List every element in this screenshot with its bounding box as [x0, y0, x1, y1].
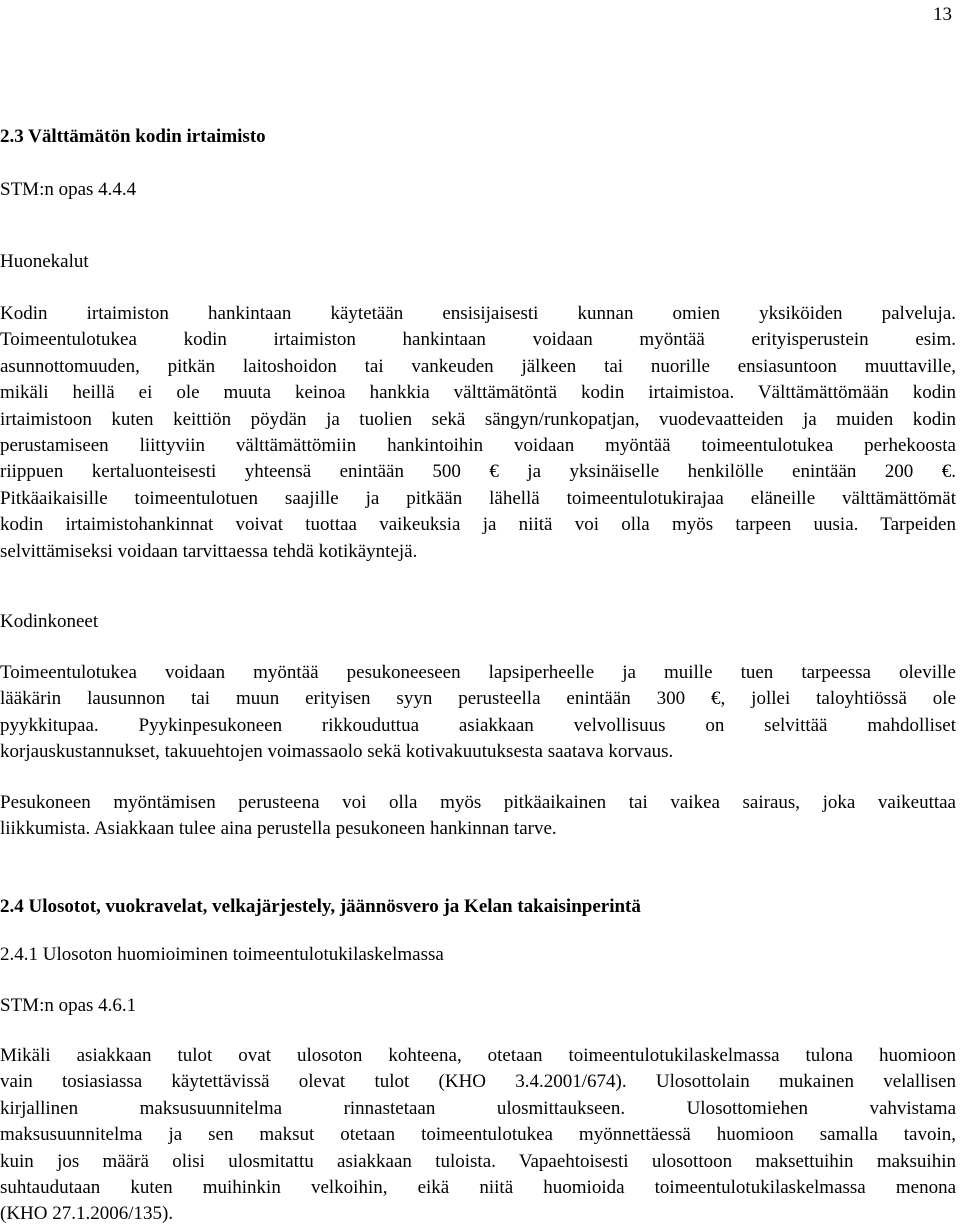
text-line: korjauskustannukset, takuuehtojen voimassaolo sekä kotivakuutuksesta saatava korvaus.	[0, 741, 674, 763]
paragraph-enforcement	[0, 1043, 956, 1228]
text-line: riippuen kertaluonteisesti yhteensä enintään 500 € ja yksinäiselle henkilölle enintään 200 €.	[0, 461, 956, 483]
text-line: Pesukoneen myöntämisen perusteena voi olla myös pitkäaikainen tai vaikea sairaus, joka vaikeuttaa	[0, 792, 956, 813]
text-line: (KHO 27.1.2006/135).	[0, 1203, 174, 1225]
text-line: lääkärin lausunnon tai muun erityisen syyn perusteella enintään 300 €, jollei taloyhtiössä ole	[0, 688, 956, 710]
text-line: Pitkäaikaisille toimeentulotuen saajille ja pitkään lähellä toimeentulotukirajaa eläneille välttämättömät	[0, 487, 956, 509]
text-line: Toimeentulotukea voidaan myöntää pesukoneeseen lapsiperheelle ja muille tuen tarpeessa oleville	[0, 662, 956, 683]
paragraph-appliances-1	[0, 660, 956, 766]
section-heading-2-3: 2.3 Välttämätön kodin irtaimisto	[0, 126, 266, 147]
section-heading-2-4: 2.4 Ulosotot, vuokravelat, velkajärjestely, jäännösvero ja Kelan takaisinperintä	[0, 896, 641, 917]
text-line: maksusuunnitelma ja sen maksut otetaan toimeentulotukea myönnettäessä huomioon samalla tavoin,	[0, 1124, 956, 1146]
text-line: asunnottomuuden, pitkän laitoshoidon tai vankeuden jälkeen tai nuorille ensiasuntoon muuttaville,	[0, 355, 956, 377]
text-line: Toimeentulotukea kodin irtaimiston hankintaan voidaan myöntää erityisperustein esim.	[0, 329, 956, 351]
text-line: Kodin irtaimiston hankintaan käytetään ensisijaisesti kunnan omien yksiköiden palveluja.	[0, 303, 956, 324]
text-line: perustamiseen liittyviin välttämättömiin hankintoihin voidaan myöntää toimeentulotukea perhekoosta	[0, 435, 956, 457]
text-line: selvittämiseksi voidaan tarvittaessa tehdä kotikäyntejä.	[0, 540, 418, 562]
text-line: liikkumista. Asiakkaan tulee aina perustella pesukoneen hankinnan tarve.	[0, 818, 557, 840]
paragraph-appliances-2	[0, 790, 956, 843]
text-line: kuin jos määrä olisi ulosmitattu asiakkaan tuloista. Vapaehtoisesti ulosottoon maksettuihin maksuihin	[0, 1150, 956, 1172]
text-line: vain tosiasiassa käytettävissä olevat tulot (KHO 3.4.2001/674). Ulosottolain mukainen velallisen	[0, 1071, 956, 1093]
reference-stm-4-4-4: STM:n opas 4.4.4	[0, 179, 137, 200]
text-line: kirjallinen maksusuunnitelma rinnastetaan ulosmittaukseen. Ulosottomiehen vahvistama	[0, 1097, 956, 1119]
text-line: suhtaudutaan kuten muihinkin velkoihin, eikä niitä huomioida toimeentulotukilaskelmassa menona	[0, 1177, 956, 1199]
text-line: pyykkitupaa. Pyykinpesukoneen rikkouduttua asiakkaan velvollisuus on selvittää mahdolliset	[0, 714, 956, 736]
reference-stm-4-6-1: STM:n opas 4.6.1	[0, 995, 137, 1016]
text-line: kodin irtaimistohankinnat voivat tuottaa vaikeuksia ja niitä voi olla myös tarpeen uusia. Tarpeiden	[0, 514, 956, 536]
subheading-furniture: Huonekalut	[0, 251, 89, 272]
text-line: Mikäli asiakkaan tulot ovat ulosoton kohteena, otetaan toimeentulotukilaskelmassa tulona huomioon	[0, 1045, 956, 1066]
page-number: 13	[933, 4, 952, 25]
subheading-appliances: Kodinkoneet	[0, 611, 99, 632]
paragraph-furniture	[0, 301, 956, 565]
text-line: mikäli heillä ei ole muuta keinoa hankkia välttämätöntä kodin irtaimistoa. Välttämättömään kodin	[0, 382, 956, 404]
text-line: irtaimistoon kuten keittiön pöydän ja tuolien sekä sängyn/runkopatjan, vuodevaatteiden ja muiden kodin	[0, 408, 956, 430]
subsection-heading-2-4-1: 2.4.1 Ulosoton huomioiminen toimeentulotukilaskelmassa	[0, 944, 444, 965]
